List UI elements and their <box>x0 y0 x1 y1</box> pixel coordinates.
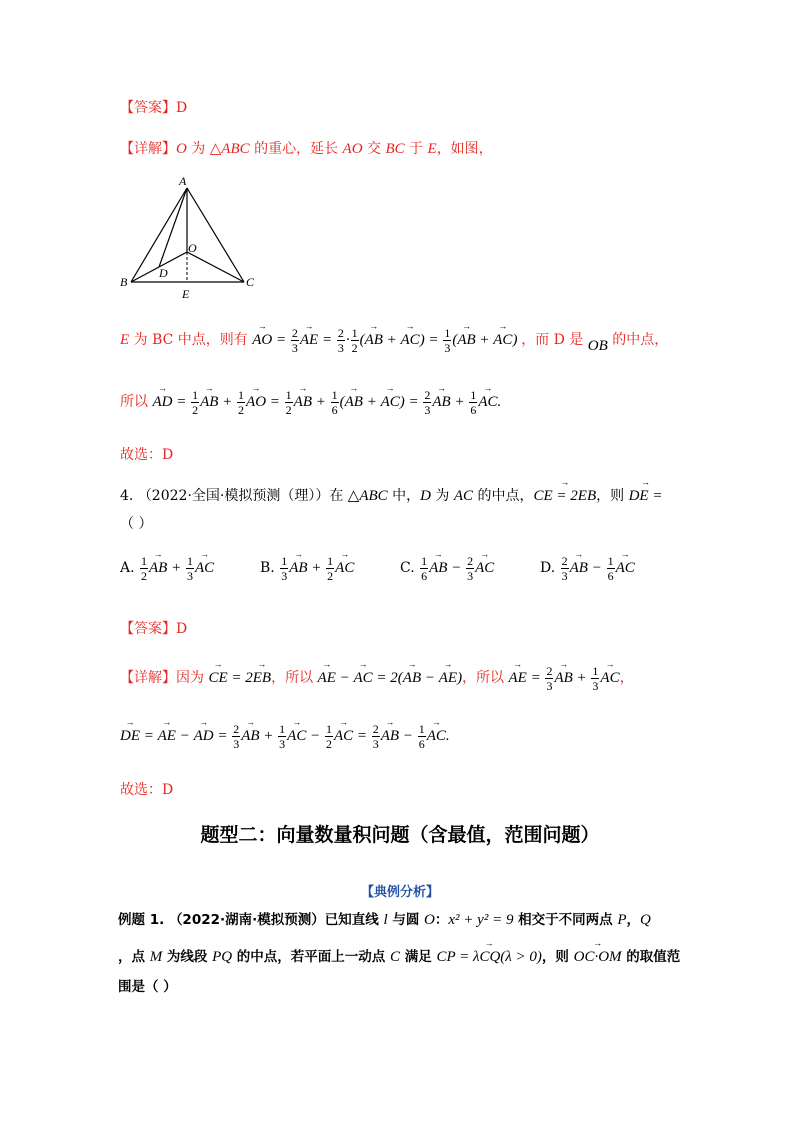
option-letter: A. <box>120 559 135 576</box>
target-de: → DE = <box>629 488 663 505</box>
text: 的取值范 <box>621 949 681 965</box>
question-number: 4. <box>120 488 134 504</box>
label-o: O <box>188 241 197 255</box>
text: 满足 <box>400 949 437 965</box>
text: ，点 <box>118 949 150 965</box>
text: 与圆 <box>387 912 425 928</box>
var-c: C <box>390 949 401 965</box>
seg-ac: AC <box>453 488 474 504</box>
text: 的重心，延长 <box>249 141 343 157</box>
text: ： <box>434 912 449 928</box>
text: 为 <box>186 141 210 157</box>
explain-line-q4: 【详解】因为 → CE = 2→ EB，所以 → AE − → AC = 2(→ AB − → AE)，所以 → AE = $\frac{2}{3}$ → AB + $\frac{1}{3}$ → AC， <box>120 664 634 693</box>
label-c: C <box>246 275 255 289</box>
text: ，所以 <box>271 669 318 686</box>
label-b: B <box>120 275 128 289</box>
circle-equation: x² + y² = 9 <box>448 912 514 928</box>
answer-value: D <box>176 621 188 637</box>
explain-line-q3 <box>120 138 493 158</box>
answer-line-q4 <box>120 618 187 638</box>
answer-value: D <box>176 100 188 116</box>
text: 为 <box>430 488 454 504</box>
example-source: （2022·湖南·模拟预测）已知直线 <box>168 912 384 928</box>
example-1-line-1 <box>118 908 651 929</box>
seg-ob: OB <box>587 337 608 354</box>
option-a[interactable]: A. $\frac{1}{2}$ → AB + $\frac{1}{3}$ → AC <box>120 554 214 583</box>
answer-label: 【答案】 <box>120 100 176 116</box>
example-label: 例题 1. <box>118 912 165 928</box>
var-p: P <box>617 912 627 928</box>
explain-label: 【详解】 <box>120 141 176 157</box>
option-letter: C. <box>400 559 415 576</box>
seg-bc: BC <box>385 141 405 157</box>
condition-cp: → CP = λCQ(λ > 0) <box>436 949 541 966</box>
option-letter: D. <box>540 559 556 576</box>
text: 相交于不同两点 <box>513 912 618 928</box>
seg-ao: AO <box>342 141 363 157</box>
text: ，所以 <box>462 669 509 686</box>
text: ，则 <box>541 949 574 965</box>
example-1-line-2 <box>118 945 680 966</box>
text: 的中点， <box>473 488 534 504</box>
label-d: D <box>159 266 168 280</box>
option-d[interactable]: D. $\frac{2}{3}$ → AB − $\frac{1}{6}$ → AC <box>540 554 635 583</box>
text: 于 <box>404 141 428 157</box>
text: 交 <box>362 141 386 157</box>
label-e: E <box>182 287 190 301</box>
choose-q4: 故选：D <box>120 782 174 798</box>
text: 的中点， <box>607 331 669 348</box>
formula-ae: → AE = $\frac{2}{3}$ → AB + $\frac{1}{3}$ → AC <box>509 670 620 686</box>
question-4-paren: （ ） <box>120 516 153 532</box>
text: 所以 <box>120 393 153 410</box>
option-c[interactable]: C. $\frac{1}{6}$ → AB − $\frac{2}{3}$ → AC <box>400 554 494 583</box>
condition-ce: → CE = 2EB <box>534 488 597 505</box>
var-d: D <box>420 488 431 504</box>
triangle-abc: △ABC <box>209 141 250 157</box>
triangle-abc: △ABC <box>347 488 388 504</box>
line-e-midpoint <box>120 326 668 355</box>
text: 因为 <box>176 669 209 686</box>
example-1-line-3: 围是（ ） <box>118 979 177 995</box>
line-so-ad <box>120 388 501 417</box>
section-heading: 题型二：向量数量积问题（含最值，范围问题） <box>200 824 600 846</box>
text: 的中点，若平面上一动点 <box>232 949 391 965</box>
answer-line-q3 <box>120 97 187 117</box>
formula-ce: → CE = 2→ EB <box>208 670 271 686</box>
text: 为线段 <box>162 949 213 965</box>
var-l: l <box>383 912 388 928</box>
edge-ac <box>187 188 244 282</box>
var-e: E <box>120 331 130 348</box>
var-o: O <box>176 141 187 157</box>
formula-ad: → AD = $\frac{1}{2}$ → AB + $\frac{1}{2}$ → AO = $\frac{1}{2}$ → AB + $\frac{1}{6}$ (→ AB + → AC) = $\frac{2}{3}$ → AB + $\frac{1}{6}$ → AC. <box>152 394 501 410</box>
option-letter: B. <box>260 559 275 576</box>
var-m: M <box>149 949 163 965</box>
formula-de: → DE = → AE − → AD = $\frac{2}{3}$ → AB + $\frac{1}{3}$ → AC − $\frac{1}{2}$ → AC = $\frac{2}{3}$ → AB − $\frac{1}{6}$ → AC. <box>120 722 450 751</box>
seg-pq: PQ <box>212 949 233 965</box>
text: 中， <box>387 488 421 504</box>
text: ，而 D 是 <box>521 331 588 348</box>
choose-q3: 故选：D <box>120 447 174 463</box>
triangle-figure <box>118 172 268 302</box>
section-subheading: 【典例分析】 <box>360 885 439 900</box>
option-b[interactable]: B. $\frac{1}{3}$ → AB + $\frac{1}{2}$ → AC <box>260 554 354 583</box>
explain-label: 【详解】 <box>120 669 176 686</box>
formula-ao: → AO = $\frac{2}{3}$ → AE = $\frac{2}{3}$ · $\frac{1}{2}$ (→ AB + → AC) = $\frac{1}{3}$ (→ AB + → AC) <box>252 332 521 348</box>
text: ， <box>626 912 641 928</box>
text: ，则 <box>596 488 629 504</box>
text: ，如图， <box>436 141 493 157</box>
formula-ae-ac: → AE − → AC = 2(→ AB − → AE) <box>318 670 463 686</box>
dot-product: → OC·OM <box>574 949 622 966</box>
var-q: Q <box>640 912 651 928</box>
var-e: E <box>427 141 437 157</box>
label-a: A <box>179 174 187 188</box>
question-source: （2022·全国·模拟预测（理））在 <box>137 488 348 504</box>
var-o: O <box>424 912 435 928</box>
question-4 <box>120 485 662 505</box>
answer-label: 【答案】 <box>120 621 176 637</box>
text: 为 BC 中点，则有 <box>129 331 253 348</box>
